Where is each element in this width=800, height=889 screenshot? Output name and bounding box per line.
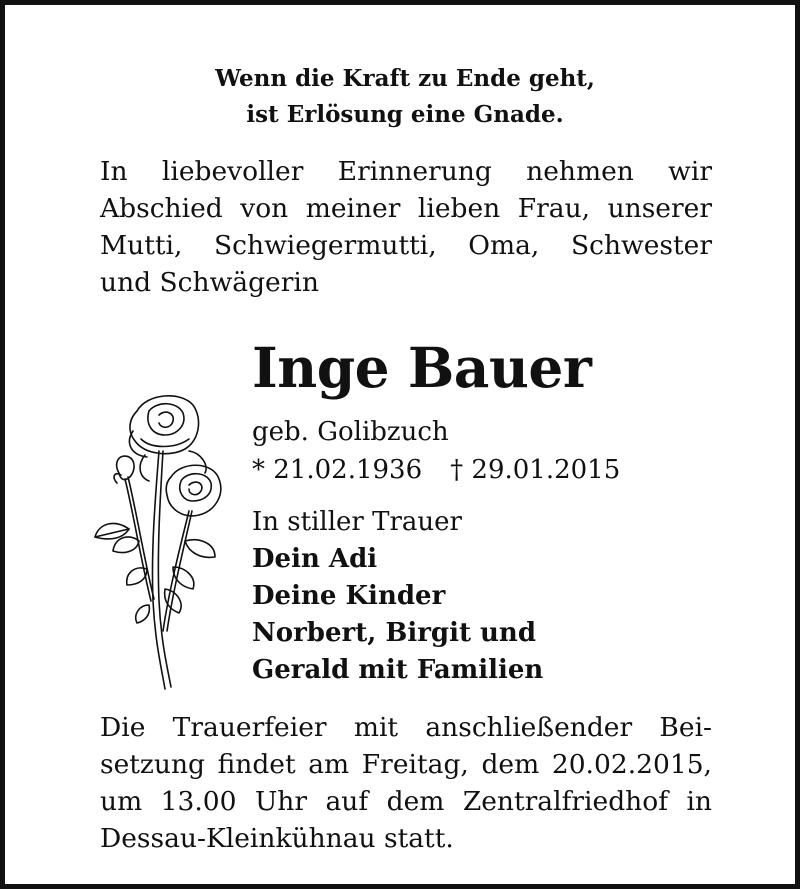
life-dates (252, 451, 620, 489)
motto (45, 61, 765, 133)
intro-text (100, 153, 712, 301)
maiden-name: geb. Golibzuch (252, 417, 449, 447)
mourner-name: Norbert, Birgit und (252, 618, 536, 648)
mourners (252, 504, 543, 689)
mourner-name: Deine Kinder (252, 581, 446, 611)
deceased-details (252, 413, 620, 489)
mourner-name: Gerald mit Familien (252, 655, 544, 685)
motto-line-2: ist Erlösung eine Gnade. (246, 101, 564, 128)
intro-line: In liebevoller Erinnerung nehmen wir (100, 156, 712, 187)
funeral-line: setzung findet am Freitag, dem 20.02.2015, (100, 749, 712, 780)
funeral-line: um 13.00 Uhr auf dem Zentralfriedhof in (100, 786, 712, 817)
motto-line-1: Wenn die Kraft zu Ende geht, (215, 65, 595, 92)
birth-date: * 21.02.1936 (252, 455, 423, 485)
deceased-name: Inge Bauer (252, 335, 592, 400)
funeral-notice (100, 709, 712, 857)
intro-line: und Schwägerin (100, 267, 319, 298)
mourners-heading: In stiller Trauer (252, 507, 462, 537)
death-date: † 29.01.2015 (450, 455, 621, 485)
mourner-name: Dein Adi (252, 544, 378, 574)
funeral-line: Die Trauerfeier mit anschließender Bei- (100, 712, 712, 743)
funeral-line: Dessau-Kleinkühnau statt. (100, 823, 454, 854)
intro-line: Mutti, Schwiegermutti, Oma, Schwester (100, 230, 712, 261)
rose-icon (89, 391, 229, 693)
intro-line: Abschied von meiner lieben Frau, unserer (100, 193, 712, 224)
